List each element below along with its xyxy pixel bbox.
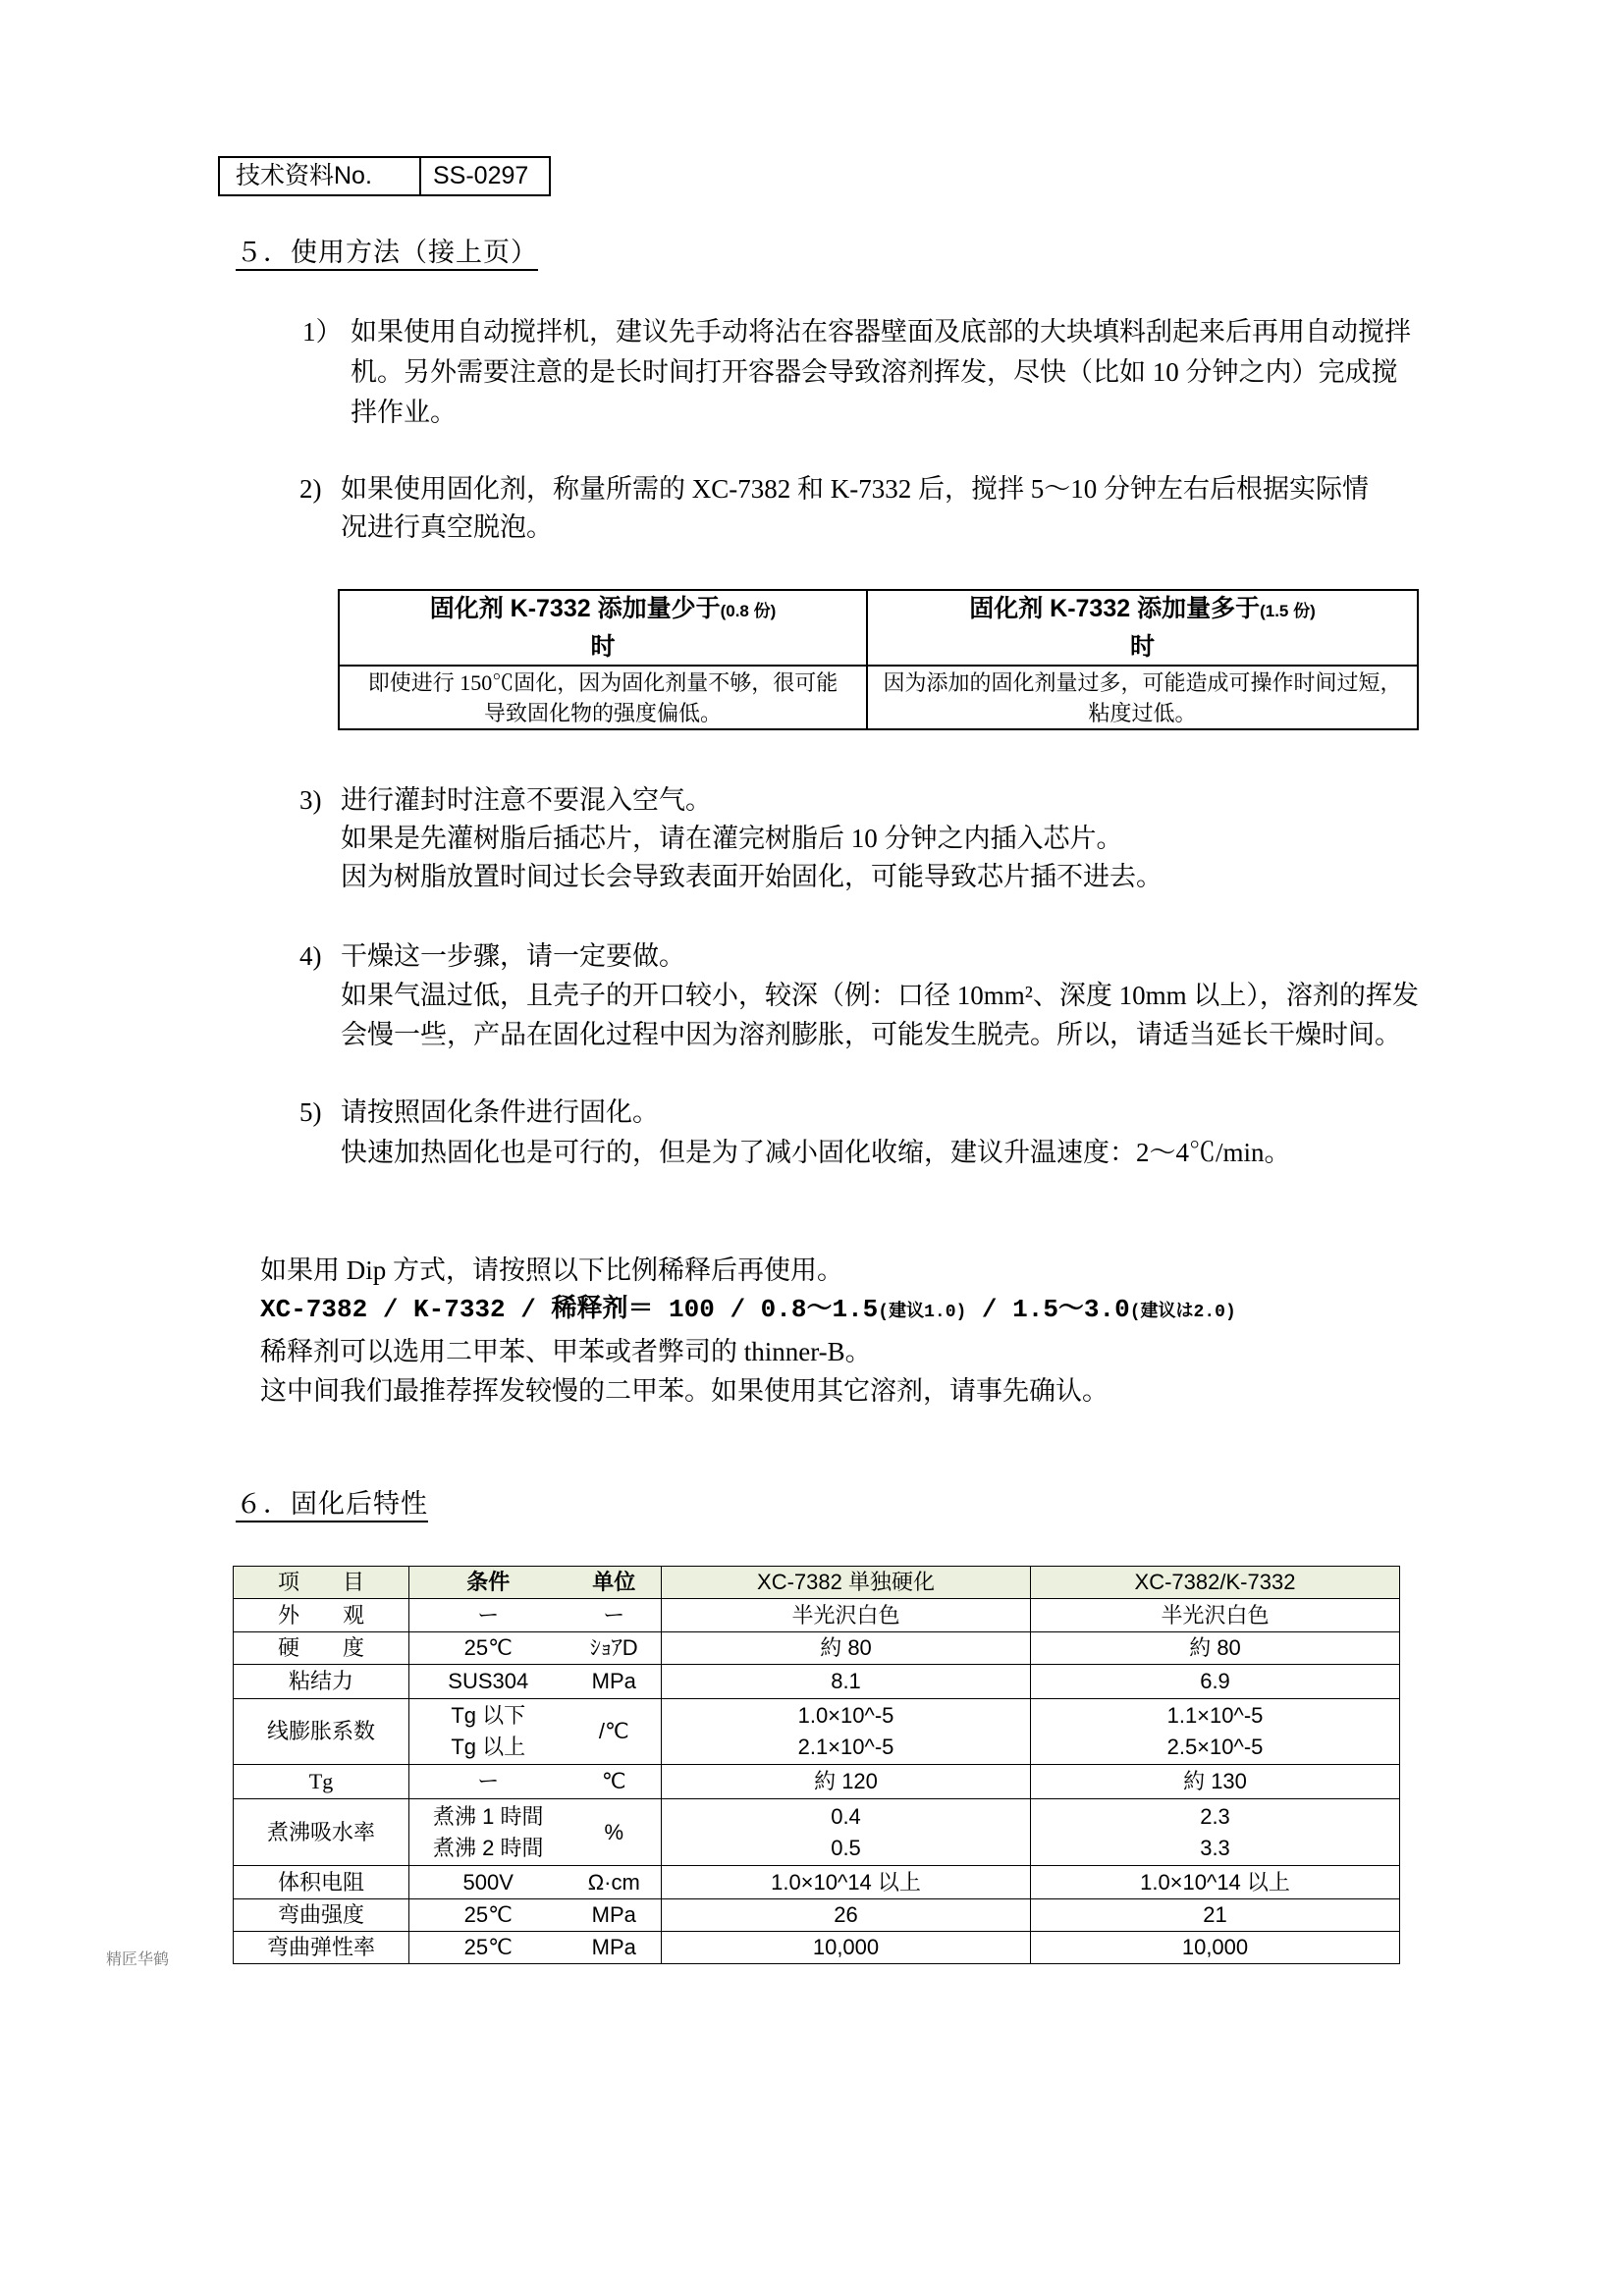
property-name: 弯曲强度	[234, 1899, 409, 1932]
unit: Ω·cm	[568, 1866, 662, 1899]
watermark-text: 精匠华鹤	[106, 1951, 170, 1968]
hardener-amount-table	[338, 589, 1419, 730]
item-text	[341, 1093, 1291, 1173]
value-xc7382: 約 80	[662, 1632, 1031, 1665]
cell-line: 粘度过低。	[1088, 700, 1197, 725]
property-row-tg	[234, 1765, 1400, 1799]
item-line: 况进行真空脱泡。	[341, 512, 553, 542]
cell-line: 导致固化物的强度偏低。	[483, 700, 722, 725]
property-row-flexural-strength	[234, 1899, 1400, 1932]
item-text	[351, 312, 1411, 433]
usage-item-1	[302, 312, 1411, 433]
value-xc7382: 半光沢白色	[662, 1599, 1031, 1632]
item-line: 请按照固化条件进行固化。	[341, 1097, 659, 1127]
cell-line: Tg 以上	[451, 1735, 526, 1759]
value-xc7382-k7332: 21	[1031, 1899, 1400, 1932]
test-condition: 500V	[409, 1866, 568, 1899]
unit: ℃	[568, 1765, 662, 1799]
usage-item-4	[299, 936, 1419, 1054]
test-condition: ー	[409, 1765, 568, 1799]
item-line: 如果使用自动搅拌机，建议先手动将沾在容器壁面及底部的大块填料刮起来后再用自动搅拌	[351, 317, 1411, 347]
document-reference-label: 技术资料No.	[220, 158, 421, 194]
dip-line: 这中间我们最推荐挥发较慢的二甲苯。如果使用其它溶剂，请事先确认。	[260, 1376, 1109, 1406]
cell-line: 2.1×10^-5	[797, 1735, 894, 1759]
property-row-thermal-expansion	[234, 1699, 1400, 1765]
cured-properties-table	[233, 1566, 1400, 1964]
value-xc7382-k7332: 10,000	[1031, 1932, 1400, 1964]
item-line: 机。另外需要注意的是长时间打开容器会导致溶剂挥发，尽快（比如 10 分钟之内）完成搅	[351, 357, 1398, 387]
cell-line: 3.3	[1200, 1835, 1230, 1860]
property-name: 外 观	[234, 1599, 409, 1632]
property-name: 线膨胀系数	[234, 1699, 409, 1765]
value-xc7382: 10,000	[662, 1932, 1031, 1964]
usage-item-3	[299, 781, 1163, 896]
value-xc7382	[662, 1699, 1031, 1765]
test-condition: 25℃	[409, 1632, 568, 1665]
test-condition	[409, 1699, 568, 1765]
usage-item-2	[299, 470, 1369, 547]
unit: %	[568, 1799, 662, 1866]
cell-line: 2.3	[1200, 1803, 1230, 1829]
header-text: 固化剂 K-7332 添加量少于	[429, 595, 721, 622]
item-number: 3)	[299, 785, 322, 815]
header-suffix: 时	[1129, 633, 1155, 661]
high-hardener-effect	[867, 666, 1418, 729]
header-condition: 条件	[409, 1567, 568, 1599]
document-reference-number: SS-0297	[433, 162, 529, 189]
value-xc7382: 8.1	[662, 1665, 1031, 1699]
value-xc7382-k7332: 6.9	[1031, 1665, 1400, 1699]
cell-line: 1.0×10^-5	[797, 1703, 894, 1728]
property-row-hardness	[234, 1632, 1400, 1665]
item-number: 5)	[299, 1097, 322, 1127]
cell-line: 1.1×10^-5	[1166, 1703, 1264, 1728]
header-xc7382: XC-7382 単独硬化	[662, 1567, 1031, 1599]
item-line: 拌作业。	[351, 398, 457, 427]
value-xc7382-k7332	[1031, 1799, 1400, 1866]
cell-line: Tg 以下	[451, 1703, 526, 1728]
item-text	[341, 470, 1369, 547]
header-text: 固化剂 K-7332 添加量多于	[969, 595, 1261, 622]
value-xc7382: 1.0×10^14 以上	[662, 1866, 1031, 1899]
test-condition: SUS304	[409, 1665, 568, 1699]
property-name: 弯曲弹性率	[234, 1932, 409, 1964]
value-xc7382	[662, 1799, 1031, 1866]
header-xc7382-k7332: XC-7382/K-7332	[1031, 1567, 1400, 1599]
unit: MPa	[568, 1932, 662, 1964]
value-xc7382-k7332	[1031, 1699, 1400, 1765]
item-line: 如果使用固化剂，称量所需的 XC-7382 和 K-7332 后，搅拌 5～10 分钟左右后根据实际情	[341, 474, 1369, 504]
dip-instructions	[260, 1251, 1236, 1411]
property-row-adhesion	[234, 1665, 1400, 1699]
unit: MPa	[568, 1899, 662, 1932]
cell-line: 煮沸 1 時間	[433, 1803, 544, 1829]
item-line: 会慢一些，产品在固化过程中因为溶剂膨胀，可能发生脱壳。所以，请适当延长干燥时间。	[341, 1020, 1401, 1049]
document-reference-box	[218, 156, 551, 196]
value-xc7382: 26	[662, 1899, 1031, 1932]
value-xc7382-k7332: 約 80	[1031, 1632, 1400, 1665]
cell-line: 0.5	[831, 1835, 861, 1860]
test-condition: 25℃	[409, 1899, 568, 1932]
cell-line: 0.4	[831, 1803, 861, 1829]
item-text	[341, 781, 1163, 896]
ratio-note: (建议1.0)	[878, 1303, 967, 1322]
value-xc7382-k7332: 約 130	[1031, 1765, 1400, 1799]
header-unit: 单位	[568, 1567, 662, 1599]
cell-line: 2.5×10^-5	[1166, 1735, 1264, 1759]
table-header-row	[339, 590, 1418, 666]
item-number: 4)	[299, 941, 322, 971]
property-name: Tg	[234, 1765, 409, 1799]
cell-line: 煮沸 2 時間	[433, 1835, 544, 1860]
value-xc7382: 約 120	[662, 1765, 1031, 1799]
header-item: 项 目	[234, 1567, 409, 1599]
ratio-note: (建议は2.0)	[1129, 1303, 1236, 1322]
table-row	[339, 666, 1418, 729]
header-high-hardener	[867, 590, 1418, 666]
unit: MPa	[568, 1665, 662, 1699]
ratio-text: / 1.5～3.0	[966, 1295, 1130, 1324]
property-row-volume-resistivity	[234, 1866, 1400, 1899]
header-quantity: (1.5 份)	[1260, 602, 1316, 620]
item-line: 干燥这一步骤，请一定要做。	[341, 941, 685, 971]
ratio-text: XC-7382 / K-7332 / 稀释剂＝ 100 / 0.8～1.5	[260, 1295, 879, 1324]
property-name: 体积电阻	[234, 1866, 409, 1899]
test-condition: ー	[409, 1599, 568, 1632]
item-line: 如果是先灌树脂后插芯片，请在灌完树脂后 10 分钟之内插入芯片。	[341, 824, 1123, 853]
property-row-appearance	[234, 1599, 1400, 1632]
item-line: 进行灌封时注意不要混入空气。	[341, 785, 712, 815]
test-condition	[409, 1799, 568, 1866]
item-line: 快速加热固化也是可行的，但是为了减小固化收缩，建议升温速度：2～4℃/min。	[341, 1138, 1291, 1167]
cell-line: 即使进行 150℃固化，因为固化剂量不够，很可能	[367, 669, 839, 695]
item-text	[341, 936, 1419, 1054]
test-condition: 25℃	[409, 1932, 568, 1964]
unit: ー	[568, 1599, 662, 1632]
value-xc7382-k7332: 半光沢白色	[1031, 1599, 1400, 1632]
item-number: 2)	[299, 474, 322, 504]
usage-item-5	[299, 1093, 1291, 1173]
dip-line: 稀释剂可以选用二甲苯、甲苯或者弊司的 thinner-B。	[260, 1337, 872, 1366]
property-name: 硬 度	[234, 1632, 409, 1665]
header-low-hardener	[339, 590, 867, 666]
property-name: 粘结力	[234, 1665, 409, 1699]
property-name: 煮沸吸水率	[234, 1799, 409, 1866]
header-suffix: 时	[590, 633, 616, 661]
item-line: 因为树脂放置时间过长会导致表面开始固化，可能导致芯片插不进去。	[341, 862, 1163, 891]
header-quantity: (0.8 份)	[720, 602, 777, 620]
item-line: 如果气温过低，且壳子的开口较小，较深（例：口径 10mm²、深度 10mm 以上），溶剂的挥发	[341, 981, 1419, 1010]
unit: ｼｮｱD	[568, 1632, 662, 1665]
section-6-title: ６．固化后特性	[236, 1487, 428, 1522]
property-row-boiling-water-absorption	[234, 1799, 1400, 1866]
dilution-ratio	[260, 1290, 1236, 1332]
section-5-title: ５．使用方法（接上页）	[236, 236, 538, 271]
low-hardener-effect	[339, 666, 867, 729]
dip-intro: 如果用 Dip 方式，请按照以下比例稀释后再使用。	[260, 1255, 843, 1285]
cell-line: 因为添加的固化剂量过多，可能造成可操作时间过短，	[883, 669, 1402, 695]
table-header-row	[234, 1567, 1400, 1599]
property-row-flexural-modulus	[234, 1932, 1400, 1964]
unit: /℃	[568, 1699, 662, 1765]
item-number: 1）	[302, 317, 343, 347]
value-xc7382-k7332: 1.0×10^14 以上	[1031, 1866, 1400, 1899]
